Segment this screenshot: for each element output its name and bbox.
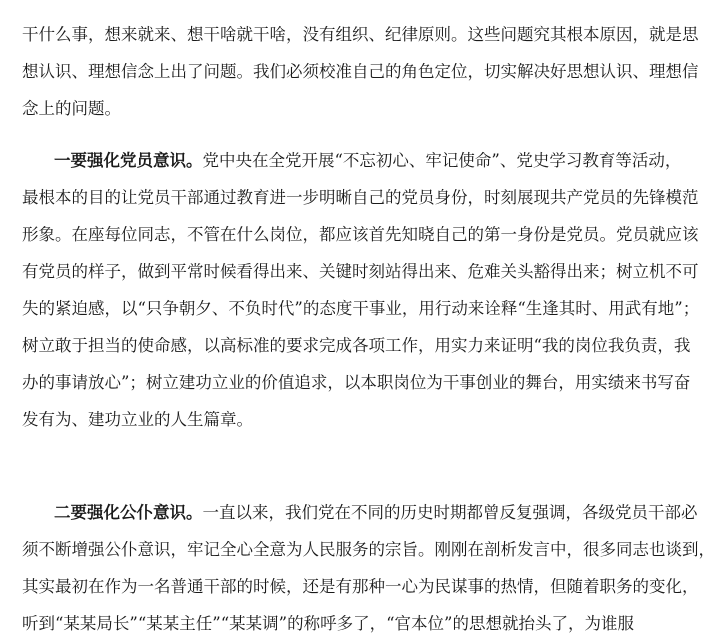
para2-first-line-text: 党中央在全党开展“不忘初心、牢记使命”、党史学习教育等活动， [202,151,682,170]
para2-line-6: 树立敢于担当的使命感，以高标准的要求完成各项工作，用实力来证明“我的岗位我负责，我 [22,336,691,355]
para2-line-5: 失的紧迫感，以“只争朝夕、不负时代”的态度干事业，用行动来诠释“生逢其时、用武有地”； [22,299,700,318]
para2-line-8: 发有为、建功立业的人生篇章。 [22,410,253,429]
para2-first-line [54,148,682,174]
para3-heading: 二要强化公仆意识。 [54,503,203,522]
para2-line-4: 有党员的样子，做到平常时候看得出来、关键时刻站得出来、危难关头豁得出来；树立机不可 [22,262,699,281]
para1-line-2: 想认识、理想信念上出了问题。我们必须校准自己的角色定位，切实解决好思想认识、理想信 [22,62,699,81]
para1-line-1: 干什么事，想来就来、想干啥就干啥，没有组织、纪律原则。这些问题究其根本原因，就是思 [22,25,699,44]
para3-first-line-text: 一直以来，我们党在不同的历史时期都曾反复强调，各级党员干部必 [202,503,698,522]
para3-first-line [54,500,698,526]
para2-line-2: 最根本的目的让党员干部通过教育进一步明晰自己的党员身份，时刻展现共产党员的先锋模范 [22,188,699,207]
para1-line-3: 念上的问题。 [22,99,121,118]
para2-heading: 一要强化党员意识。 [54,151,203,170]
para2-line-7: 办的事请放心”；树立建功立业的价值追求，以本职岗位为干事创业的舞台，用实绩来书写奋 [22,373,691,392]
para2-line-3: 形象。在座每位同志，不管在什么岗位，都应该首先知晓自己的第一身份是党员。党员就应该 [22,225,699,244]
para3-line-2: 须不断增强公仆意识，牢记全心全意为人民服务的宗旨。刚刚在剖析发言中，很多同志也谈到， [22,540,715,559]
para3-line-4: 听到“某某局长”“某某主任”“某某调”的称呼多了，“官本位”的思想就抬头了，为谁服 [22,614,634,633]
para3-line-3: 其实最初在作为一名普通干部的时候，还是有那种一心为民谋事的热情，但随着职务的变化， [22,577,699,596]
